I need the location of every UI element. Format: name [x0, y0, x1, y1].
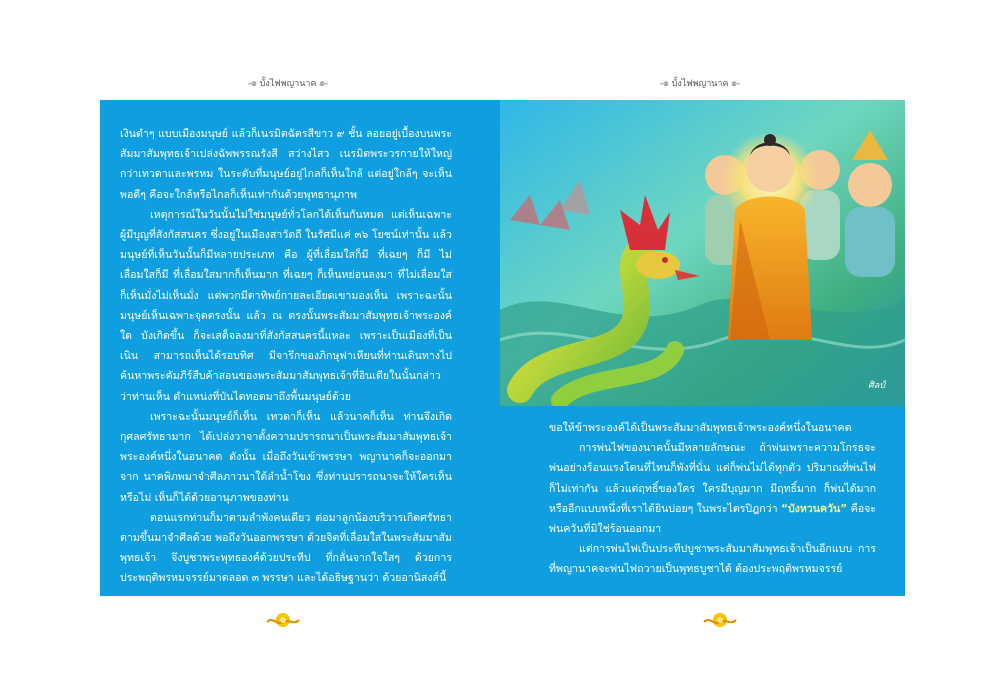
right-running-title: -๏ บั้งไฟพญานาค ๏-	[660, 79, 741, 89]
right-paragraph-2-tail: คือจะพ่นควันที่มิใช่ร้อนออกมา	[549, 502, 877, 536]
right-paragraph-2-text: การพ่นไฟของนาคนั้นมีหลายลักษณะ ถ้าพ่นเพราะความโกรธจะพ่นอย่างร้อนแรงโดนที่ไหนก็พังที่นั่น แต่ก็พ่นไม่ได้ทุกตัว ปริมาณที่พ่นไฟก็ไม่เท่ากัน แล้วแต่ฤทธิ์ของใคร ใครมีบุญมาก มีฤทธิ์มาก ก็พ่นได้มาก หรืออีกแบบหนึ่งที่เราได้ยินบ่อยๆ ในพระไตรปิฎกว่า	[549, 442, 876, 515]
left-footer-logo	[265, 610, 301, 630]
artist-signature: ศิลป์	[868, 381, 885, 391]
left-paragraph-3: เพราะฉะนั้นมนุษย์ก็เห็น เทวดาก็เห็น แล้วนาคก็เห็น ท่านจึงเกิดกุศลศรัทธามาก ได้เปล่งวาจาตั้งความปรารถนาเป็นพระสัมมาสัมพุทธเจ้าพระองค์หนึ่งในอนาคต ดังนั้น เมื่อถึงวันเข้าพรรษา พญานาคก็จะออกมาจาก นาคพิภพมาจำศีลภาวนาใต้ลำน้ำโขง ซึ่งท่านปรารถนาจะให้ใครเห็นหรือไม่ เห็นก็ได้ด้วยอานุภาพของท่าน	[120, 410, 452, 504]
buddha-naga-illustration	[500, 100, 905, 406]
left-page-body	[120, 124, 452, 589]
left-running-title: -๏ บั้งไฟพญานาค ๏-	[248, 79, 329, 89]
right-paragraph-2	[549, 438, 876, 539]
left-paragraph-2: เหตุการณ์ในวันนั้นไม่ใช่มนุษย์ทั่วโลกได้เห็นกันหมด แต่เห็นเฉพาะ ผู้มีบุญที่สังกัสสนคร ซึ่งอยู่ในเมืองสาวัตถี ในรัศมีแค่ ๓๖ โยชน์เท่านั้น แล้วมนุษย์ที่เห็นวันนั้นก็มีหลายประเภท คือ ผู้ที่เลื่อมใสก็มี ที่เฉยๆ ก็มี ไม่เลื่อมใสก็มี ที่เลื่อมใสมากก็เห็นมาก ที่เฉยๆ ก็เห็นหย่อนลงมา ที่ไม่เลื่อมใสก็เห็นมั่งไม่เห็นมั่ง แต่พวกมีตาทิพย์กายละเอียดเขามองเห็น เพราะฉะนั้นมนุษย์เห็นเฉพาะจุดตรงนั้น แล้ว ณ ตรงนั้นพระสัมมาสัมพุทธเจ้าพระองค์ใด บังเกิดขึ้น ก็จะเสด็จลงมาที่สังกัสสนครนี้แหละ เพราะเป็นเมืองที่เป็นเนิน สามารถเห็นได้รอบทิศ มีจารึกของภิกษุฟาเหียนที่ท่านเดินทางไปค้นหาพระคัมภีร์สืบค้าสอนของพระสัมมาสัมพุทธเจ้าที่อินเดียในนั้นกล่าวว่าท่านเห็น ตำแหน่งที่บันไดทอดมาถึงพื้นมนุษย์ด้วย	[120, 208, 452, 403]
left-paragraph-1: เงินดำๆ แบบเมืองมนุษย์ แล้วก็เนรมิตฉัตรสีขาว ๙ ชั้น ลอยอยู่เบื้องบนพระสัมมาสัมพุทธเจ้าเปล่งฉัพพรรณรังสี สว่างไสว เนรมิตพระวรกายให้ใหญ่กว่าเทวดาและพรหม ในระดับที่มนุษย์อยู่ไกลก็เห็นใกล้ แต่อยู่ใกล้ๆ จะเห็นพอดีๆ คือจะใกล้หรือไกลก็เห็นเท่ากันด้วยพุทธานุภาพ	[120, 128, 452, 201]
right-page-body	[549, 418, 876, 580]
right-footer-logo	[702, 610, 738, 630]
left-paragraph-4: ตอนแรกท่านก็มาตามลำพังคนเดียว ต่อมาลูกน้องบริวารเกิดศรัทธาตามขึ้นมาจำศีลด้วย พอถึงวันออกพรรษา ด้วยจิตที่เลื่อมใสในพระสัมมาสัมพุทธเจ้า จึงบูชาพระพุทธองค์ด้วยประทีป ที่กลั่นจากใจใสๆ ด้วยการประพฤติพรหมจรรย์มาตลอด ๓ พรรษา และได้อธิษฐานว่า ด้วยอานิสงส์นี้	[120, 511, 452, 585]
highlight-term: “บังหวนควัน”	[780, 502, 848, 515]
right-paragraph-1: ขอให้ข้าพระองค์ได้เป็นพระสัมมาสัมพุทธเจ้าพระองค์หนึ่งในอนาคต	[549, 422, 852, 434]
right-paragraph-3: แต่การพ่นไฟเป็นประทีปบูชาพระสัมมาสัมพุทธเจ้าเป็นอีกแบบ การที่พญานาคจะพ่นไฟถวายเป็นพุทธบูชาได้ ต้องประพฤติพรหมจรรย์	[549, 543, 876, 576]
